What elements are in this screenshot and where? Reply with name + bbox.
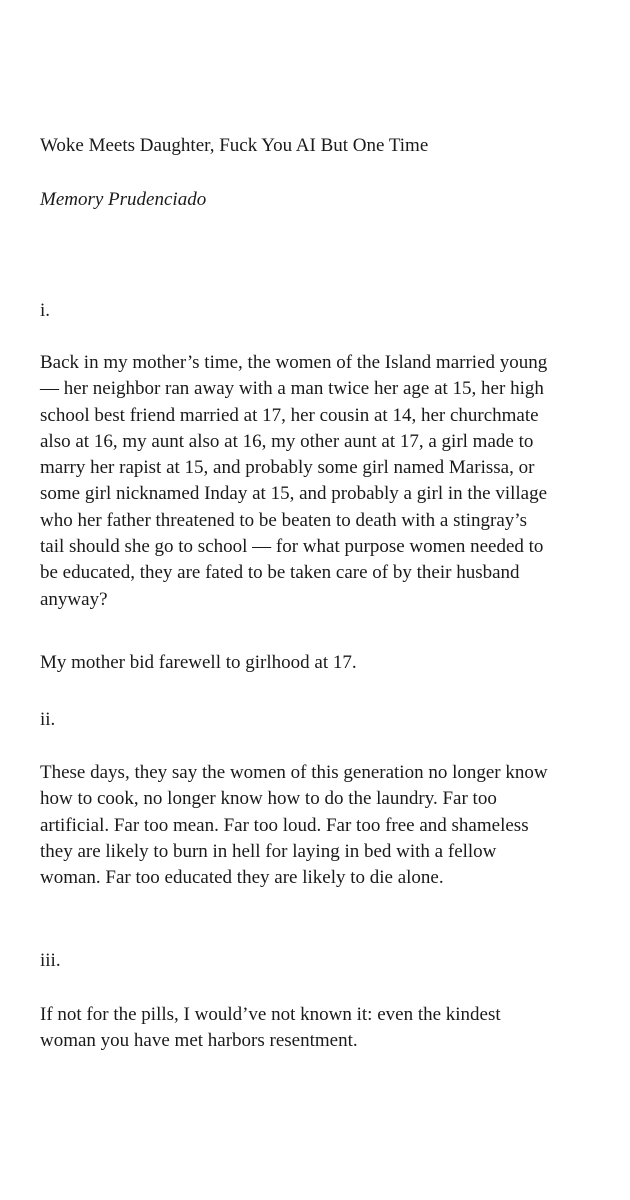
text-line: These days, they say the women of this generation no longer know	[40, 762, 548, 783]
text-line: who her father threatened to be beaten to death with a stingray’s	[40, 509, 527, 531]
section-number-ii: ii.	[40, 709, 56, 730]
text-line: woman. Far too educated they are likely to die alone.	[40, 867, 444, 889]
text-line: anyway?	[40, 588, 108, 610]
text-line: marry her rapist at 15, and probably some girl named Marissa, or	[40, 457, 535, 479]
text-line: they are likely to burn in hell for laying in bed with a fellow	[40, 840, 497, 862]
section-iii-paragraph-1	[40, 1002, 600, 1055]
poem-title: Woke Meets Daughter, Fuck You AI But One Time	[40, 135, 429, 156]
text-line: also at 16, my aunt also at 16, my other aunt at 17, a girl made to	[40, 430, 534, 452]
text-line: My mother bid farewell to girlhood at 17.	[40, 652, 357, 673]
text-line: tail should she go to school — for what purpose women needed to	[40, 536, 544, 558]
text-line: Back in my mother’s time, the women of the Island married young	[40, 352, 548, 373]
text-line: artificial. Far too mean. Far too loud. Far too free and shameless	[40, 814, 529, 836]
text-line: how to cook, no longer know how to do the laundry. Far too	[40, 788, 497, 810]
section-i-paragraph-2	[40, 650, 600, 676]
section-i-paragraph-1	[40, 350, 600, 613]
section-number-iii: iii.	[40, 950, 61, 971]
text-line: some girl nicknamed Inday at 15, and probably a girl in the village	[40, 483, 548, 505]
poem-author: Memory Prudenciado	[40, 189, 207, 210]
text-line: If not for the pills, I would’ve not known it: even the kindest	[40, 1004, 501, 1025]
text-line: be educated, they are fated to be taken care of by their husband	[40, 562, 520, 584]
text-line: woman you have met harbors resentment.	[40, 1030, 358, 1052]
section-ii-paragraph-1	[40, 760, 600, 891]
text-line: school best friend married at 17, her cousin at 14, her churchmate	[40, 404, 539, 426]
text-line: — her neighbor ran away with a man twice her age at 15, her high	[40, 378, 544, 400]
section-number-i: i.	[40, 300, 51, 321]
